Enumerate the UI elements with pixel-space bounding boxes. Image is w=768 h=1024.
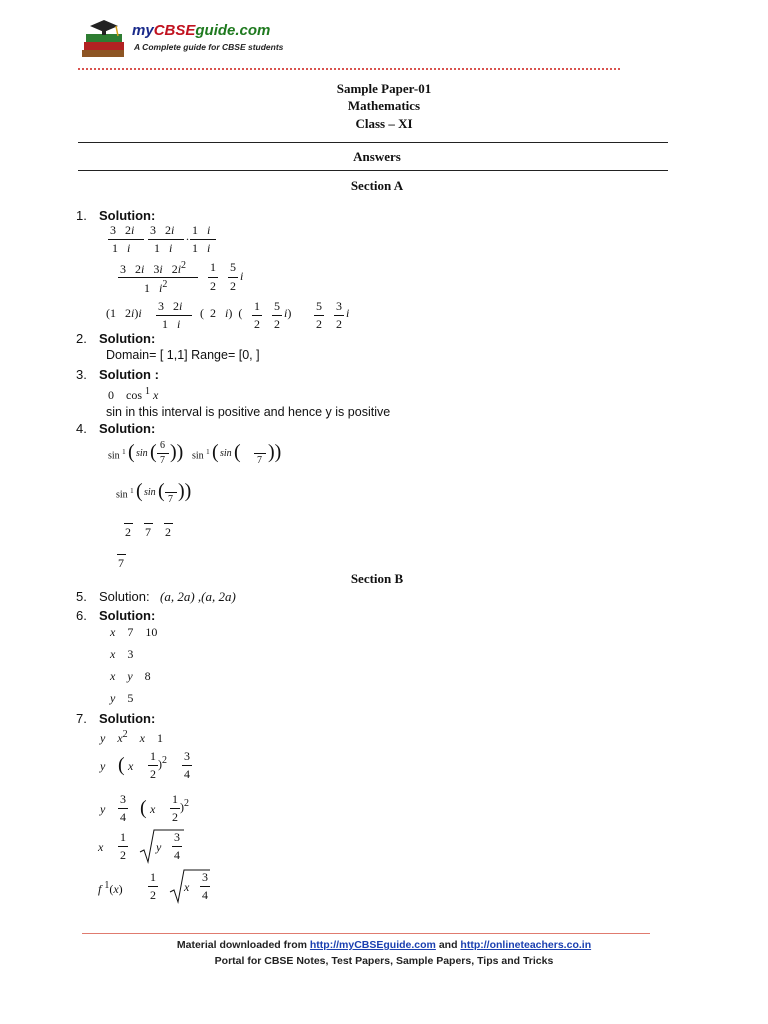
solution-label: Solution: (99, 421, 156, 436)
equation-line: f $^1$(x) 1 2 x 3 4 (98, 868, 218, 908)
equation-line: 0 cos $^1$ x (108, 386, 159, 402)
question-number: 1. (76, 208, 87, 223)
rule-bottom (78, 170, 668, 171)
equation-line: x y 8 (110, 669, 151, 683)
equation-line: 7 (118, 556, 124, 570)
header-divider (78, 68, 620, 70)
equation-line: (a, 2a) ,(a, 2a) (160, 589, 236, 604)
question-number: 3. (76, 367, 87, 382)
solution-label: Solution: (99, 208, 156, 223)
equation-line: sin $^1$ ( sin ( 7 )) (116, 480, 192, 505)
question-number: 4. (76, 421, 87, 436)
question-number: 6. (76, 608, 87, 623)
equation-line: 3 2i 3i $2i^2$ 1 $i^2$ 1 2 5 2 i (120, 260, 244, 295)
equation-line: x 7 10 (110, 625, 158, 639)
equation-line: sin $^1$ ( sin ( 6 7 )) sin $^1$ ( sin ( 7 )) (108, 440, 282, 466)
solution-label: Solution: (99, 711, 156, 726)
class-title: Class – XI (355, 116, 413, 131)
paper-title: Sample Paper-01 (336, 81, 432, 96)
equation-line: y 3 4 ( x 1 2 )$^2$ (100, 792, 189, 824)
equation-line: y ( x 1 2 )$^2$ 3 4 (100, 749, 190, 781)
equation-line: y 5 (110, 691, 134, 705)
equation-line: y $x^2$ x 1 (100, 729, 163, 745)
section-a-heading: Section A (350, 178, 404, 193)
solution-label: Solution: (99, 331, 156, 346)
question-number: 7. (76, 711, 87, 726)
mycbseguide-link[interactable]: http://myCBSEguide.com (309, 939, 436, 951)
question-number: 2. (76, 331, 87, 346)
answer-text: Domain= [ 1,1] Range= [0, ] (106, 348, 260, 362)
brand-name: myCBSEguide.com (132, 22, 271, 39)
onlineteachers-link[interactable]: http://onlineteachers.co.in (460, 939, 592, 951)
site-logo[interactable] (80, 16, 284, 62)
subject-title: Mathematics (347, 98, 421, 113)
footer-divider (82, 933, 650, 934)
equation-line: x 3 (110, 647, 134, 661)
answer-text: sin in this interval is positive and hence y is positive (106, 405, 391, 419)
rule-top (78, 142, 668, 143)
equation-line: 3 2i 1 i 3 2i 1 i . 1 i 1 i (108, 223, 218, 257)
equation-line: 2 7 2 (125, 525, 171, 539)
equation-line: x 1 2 y 3 4 (98, 828, 198, 868)
question-number: 5. (76, 589, 87, 604)
solution-label: Solution: (99, 608, 156, 623)
footer-credits: Material downloaded from http://myCBSEguide.com and http://onlineteachers.co.in (176, 939, 592, 951)
solution-label: Solution : (99, 367, 159, 382)
solution-label: Solution: (99, 589, 150, 604)
equation-line: (1 2i)i 3 2i 1 i ( 2 i) ( 1 2 5 2 i) 5 2 3 2 i (106, 299, 350, 331)
brand-tagline: A Complete guide for CBSE students (134, 42, 284, 52)
footer-tagline: Portal for CBSE Notes, Test Papers, Sample Papers, Tips and Tricks (214, 955, 554, 967)
books-icon (80, 16, 128, 60)
section-b-heading: Section B (350, 571, 404, 586)
answers-heading: Answers (353, 149, 401, 164)
